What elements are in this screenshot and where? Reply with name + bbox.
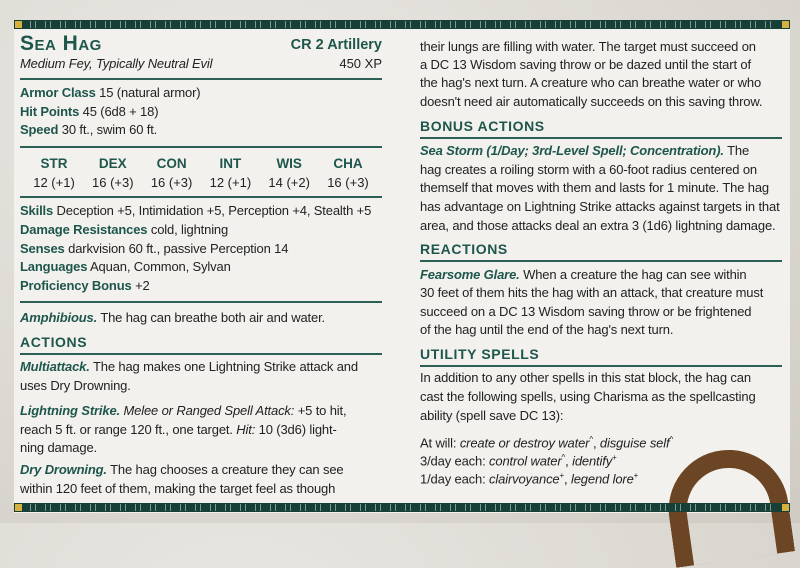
trait-amphibious: Amphibious. The hag can breathe both air and water. (20, 310, 326, 325)
action-dry-drowning: Dry Drowning. The hag chooses a creature they can see (20, 462, 344, 477)
spell-text: ability (spell save DC 13): (420, 408, 564, 423)
languages: Languages Aquan, Common, Sylvan (20, 259, 231, 274)
ability-cha: CHA 16 (+3) (327, 156, 369, 190)
hit-points: Hit Points 45 (6d8 + 18) (20, 104, 159, 119)
ability-scores (26, 154, 376, 192)
spell-text: cast the following spells, using Charisma as the spellcasting (420, 389, 756, 404)
divider (20, 301, 382, 303)
action-text: the hag's next turn. A creature who can breathe water or who (420, 75, 762, 90)
reactions-header: REACTIONS (420, 241, 508, 257)
ability-con: CON 16 (+3) (150, 156, 193, 190)
challenge-rating: CR 2 Artillery (290, 37, 382, 53)
spells-at-will: At will: create or destroy water^, disguise self^ (420, 435, 674, 451)
utility-spells-header: UTILITY SPELLS (420, 346, 540, 362)
action-text: of the hag until the end of the hag's next turn. (420, 322, 674, 337)
action-text: 30 feet of them hits the hag with an attack, that creature must (420, 285, 764, 300)
ability-int: INT 12 (+1) (209, 156, 252, 190)
ability-dex: DEX 16 (+3) (92, 156, 134, 190)
action-text: ning damage. (20, 440, 97, 455)
action-text: hag creates a roiling storm with a 60-foot radius centered on (420, 162, 757, 177)
divider (420, 260, 782, 262)
senses: Senses darkvision 60 ft., passive Perception 14 (20, 241, 289, 256)
proficiency-bonus: Proficiency Bonus +2 (20, 278, 150, 293)
top-border (14, 20, 790, 29)
action-text: uses Dry Drowning. (20, 378, 131, 393)
monster-type: Medium Fey, Typically Neutral Evil (20, 56, 213, 71)
action-lightning-strike: Lightning Strike. Melee or Ranged Spell Attack: +5 to hit, (20, 403, 347, 418)
skills: Skills Deception +5, Intimidation +5, Perception +4, Stealth +5 (20, 203, 372, 218)
action-text: their lungs are filling with water. The target must succeed on (420, 39, 756, 54)
divider (420, 365, 782, 367)
action-text: area, and those attacks deal an extra 3 (1d6) lightning damage. (420, 218, 776, 233)
action-text: within 120 feet of them, making the target feel as though (20, 481, 336, 496)
action-multiattack: Multiattack. The hag makes one Lightning Strike attack and (20, 359, 358, 374)
divider (20, 146, 382, 148)
spells-3-day: 3/day each: control water^, identify+ (420, 453, 617, 469)
speed: Speed 30 ft., swim 60 ft. (20, 122, 158, 137)
bottom-border (14, 503, 790, 512)
divider (20, 78, 382, 80)
action-text: a DC 13 Wisdom saving throw or be dazed until the start of (420, 57, 751, 72)
actions-header: ACTIONS (20, 334, 88, 350)
armor-class: Armor Class 15 (natural armor) (20, 85, 201, 100)
xp: 450 XP (339, 56, 382, 71)
action-text: succeed on a DC 13 Wisdom saving throw or be frightened (420, 304, 752, 319)
divider (20, 353, 382, 355)
action-text: has advantage on Lightning Strike attacks against targets in that (420, 199, 780, 214)
action-text: doesn't need air automatically succeeds on this saving throw. (420, 94, 763, 109)
monster-name: Sea Hag (20, 32, 102, 55)
divider (420, 137, 782, 139)
reaction-fearsome-glare: Fearsome Glare. When a creature the hag can see within (420, 267, 747, 282)
ability-wis: WIS 14 (+2) (268, 156, 310, 190)
action-text: themself that moves with them and lasts for 1 minute. The hag (420, 180, 770, 195)
damage-resistances: Damage Resistances cold, lightning (20, 222, 229, 237)
bonus-actions-header: BONUS ACTIONS (420, 118, 545, 134)
bonus-sea-storm: Sea Storm (1/Day; 3rd-Level Spell; Concentration). The (420, 143, 750, 158)
spell-text: In addition to any other spells in this stat block, the hag can (420, 370, 751, 385)
action-text: reach 5 ft. or range 120 ft., one target. Hit: 10 (3d6) light- (20, 422, 337, 437)
spells-1-day: 1/day each: clairvoyance+, legend lore+ (420, 471, 639, 487)
ability-str: STR 12 (+1) (33, 156, 75, 190)
divider (20, 196, 382, 198)
